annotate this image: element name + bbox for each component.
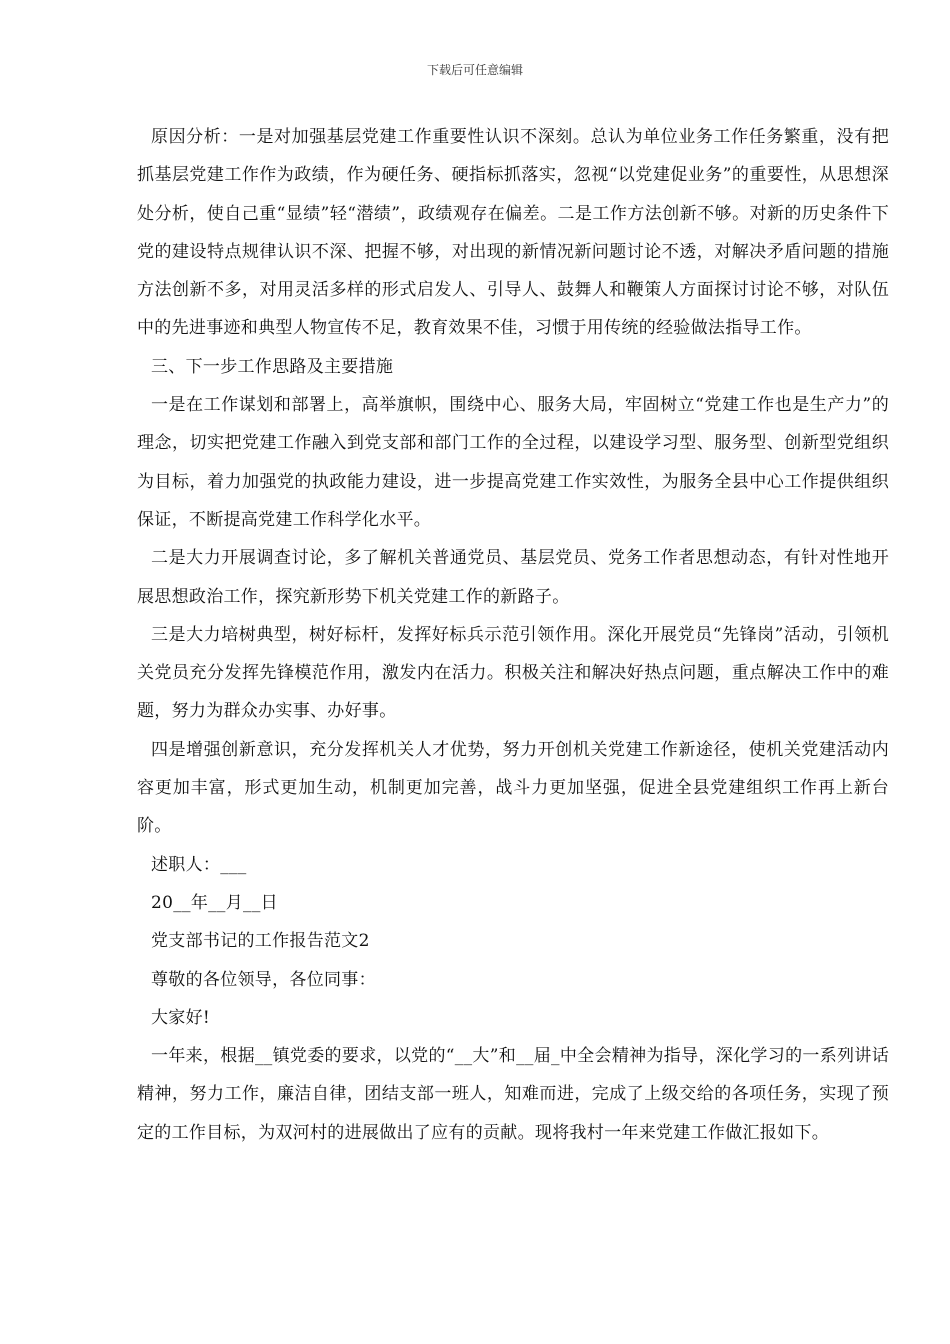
- paragraph-report-intro: 一年来，根据__镇党委的要求，以党的“__大”和__届_中全会精神为指导，深化学习的一系列讲话精神，努力工作，廉洁自律，团结支部一班人，知难而进，完成了上级交给的各项任务，实现了预定的工作目标，为双河村的进展做出了应有的贡献。现将我村一年来党建工作做汇报如下。: [137, 1046, 889, 1143]
- paragraph-measure-three: 三是大力培树典型，树好标杆，发挥好标兵示范引领作用。深化开展党员“先锋岗”活动，引领机关党员充分发挥先锋模范作用，激发内在活力。积极关注和解决好热点问题，重点解决工作中的难题，努力为群众办实事、办好事。: [137, 624, 889, 722]
- greeting: 大家好!: [151, 1007, 211, 1028]
- paragraph-cause-analysis: 原因分析：一是对加强基层党建工作重要性认识不深刻。总认为单位业务工作任务繁重，没有把抓基层党建工作作为政绩，作为硬任务、硬指标抓落实，忽视“以党建促业务”的重要性，从思想深处分析，使自己重“显绩”轻“潜绩”，政绩观存在偏差。二是工作方法创新不够。对新的历史条件下党的建设特点规律认识不深、把握不够，对出现的新情况新问题讨论不透，对解决矛盾问题的措施方法创新不多，对用灵活多样的形式启发人、引导人、鼓舞人和鞭策人方面探讨讨论不够，对队伍中的先进事迹和典型人物宣传不足，教育效果不佳，习惯于用传统的经验做法指导工作。: [137, 127, 889, 339]
- document-body: [137, 118, 889, 1152]
- paragraph-measure-one: 一是在工作谋划和部署上，高举旗帜，围绕中心、服务大局，牢固树立“党建工作也是生产力”的理念，切实把党建工作融入到党支部和部门工作的全过程，以建设学习型、服务型、创新型党组织为目标，着力加强党的执政能力建设，进一步提高党建工作实效性，为服务全县中心工作提供组织保证，不断提高党建工作科学化水平。: [137, 395, 889, 530]
- section-heading-next-steps: 三、下一步工作思路及主要措施: [151, 356, 394, 377]
- reporter-signature-line: 述职人：___: [151, 854, 247, 875]
- page-header-note: 下载后可任意编辑: [426, 63, 523, 77]
- date-line: 20__年__月__日: [151, 892, 278, 913]
- paragraph-measure-two: 二是大力开展调查讨论，多了解机关普通党员、基层党员、党务工作者思想动态，有针对性地开展思想政治工作，探究新形势下机关党建工作的新路子。: [137, 548, 889, 607]
- salutation: 尊敬的各位领导，各位同事：: [151, 969, 376, 990]
- sample-title: 党支部书记的工作报告范文2: [151, 931, 370, 952]
- paragraph-measure-four: 四是增强创新意识，充分发挥机关人才优势，努力开创机关党建工作新途径，使机关党建活动内容更加丰富，形式更加生动，机制更加完善，战斗力更加坚强，促进全县党建组织工作再上新台阶。: [137, 739, 889, 837]
